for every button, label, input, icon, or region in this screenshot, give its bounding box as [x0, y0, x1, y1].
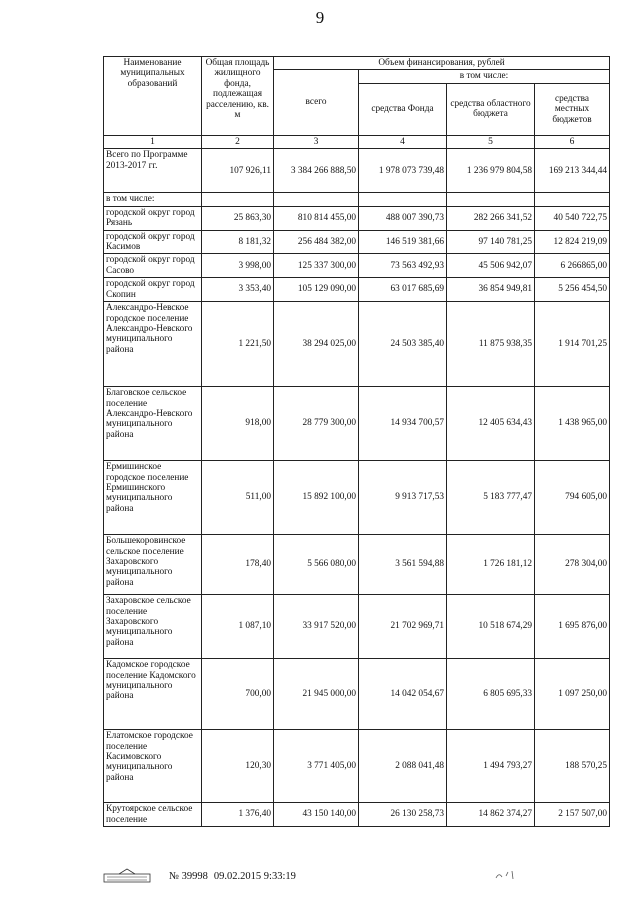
cell-local: 188 570,25: [535, 730, 610, 803]
cell-area: 178,40: [202, 535, 274, 595]
table-row: [104, 206, 610, 230]
cell-regional: 1 726 181,12: [447, 535, 535, 595]
cell-regional: 1 236 979 804,58: [447, 149, 535, 193]
cell-local: 169 213 344,44: [535, 149, 610, 193]
doc-timestamp: 09.02.2015 9:33:19: [213, 870, 296, 882]
cell-fund: 73 563 492,93: [359, 254, 447, 278]
cell-regional: 45 506 942,07: [447, 254, 535, 278]
table-row: [104, 302, 610, 387]
column-number: 4: [359, 135, 447, 149]
table-row: [104, 535, 610, 595]
cell-local: [535, 193, 610, 206]
municipality-name: Елатомское городское поселение Касимовского муниципального района: [104, 730, 202, 803]
cell-regional: 12 405 634,43: [447, 387, 535, 461]
cell-regional: 6 805 695,33: [447, 659, 535, 730]
cell-fund: 14 934 700,57: [359, 387, 447, 461]
table-row: [104, 595, 610, 659]
footer: [103, 869, 296, 883]
municipality-name: Крутоярское сельское поселение: [104, 803, 202, 827]
cell-local: 1 695 876,00: [535, 595, 610, 659]
column-number: 1: [104, 135, 202, 149]
cell-area: 8 181,32: [202, 230, 274, 254]
cell-local: 1 097 250,00: [535, 659, 610, 730]
header-total: всего: [274, 70, 359, 135]
cell-area: [202, 193, 274, 206]
cell-area: 1 376,40: [202, 803, 274, 827]
page-number: 9: [315, 8, 325, 27]
cell-fund: 63 017 685,69: [359, 278, 447, 302]
table-body: [104, 149, 610, 826]
municipality-name: Захаровское сельское поселение Захаровского муниципального района: [104, 595, 202, 659]
cell-fund: [359, 193, 447, 206]
municipality-name: Ермишинское городское поселение Ермишинского муниципального района: [104, 461, 202, 535]
header-regional: средства областного бюджета: [447, 83, 535, 135]
cell-fund: 1 978 073 739,48: [359, 149, 447, 193]
header-financing: Объем финансирования, рублей: [274, 57, 610, 70]
cell-area: 700,00: [202, 659, 274, 730]
cell-regional: 11 875 938,35: [447, 302, 535, 387]
cell-local: 6 266865,00: [535, 254, 610, 278]
cell-fund: 3 561 594,88: [359, 535, 447, 595]
cell-area: 3 998,00: [202, 254, 274, 278]
municipality-name: в том числе:: [104, 193, 202, 206]
cell-area: 918,00: [202, 387, 274, 461]
cell-regional: [447, 193, 535, 206]
cell-fund: 2 088 041,48: [359, 730, 447, 803]
cell-total: 21 945 000,00: [274, 659, 359, 730]
column-number: 3: [274, 135, 359, 149]
table-row: [104, 149, 610, 193]
header-local: средства местных бюджетов: [535, 83, 610, 135]
cell-total: 28 779 300,00: [274, 387, 359, 461]
cell-total: 43 150 140,00: [274, 803, 359, 827]
cell-regional: 1 494 793,27: [447, 730, 535, 803]
municipality-name: городской округ город Рязань: [104, 206, 202, 230]
municipality-name: городской округ город Касимов: [104, 230, 202, 254]
cell-local: 1 914 701,25: [535, 302, 610, 387]
cell-total: 33 917 520,00: [274, 595, 359, 659]
cell-fund: 488 007 390,73: [359, 206, 447, 230]
cell-area: 120,30: [202, 730, 274, 803]
cell-fund: 21 702 969,71: [359, 595, 447, 659]
cell-local: 794 605,00: [535, 461, 610, 535]
cell-fund: 24 503 385,40: [359, 302, 447, 387]
table-row: [104, 230, 610, 254]
table-row: [104, 254, 610, 278]
cell-total: 38 294 025,00: [274, 302, 359, 387]
table-row: [104, 278, 610, 302]
registry-logo-icon: [103, 868, 151, 884]
cell-regional: 14 862 374,27: [447, 803, 535, 827]
cell-total: 256 484 382,00: [274, 230, 359, 254]
cell-local: 40 540 722,75: [535, 206, 610, 230]
header-name: Наименование муниципальных образований: [104, 57, 202, 136]
cell-fund: 14 042 054,67: [359, 659, 447, 730]
table-row: [104, 387, 610, 461]
header-area: Общая площадь жилищного фонда, подлежащая расселению, кв. м: [202, 57, 274, 136]
table-row: [104, 659, 610, 730]
table-row: [104, 461, 610, 535]
column-number: 5: [447, 135, 535, 149]
cell-regional: 5 183 777,47: [447, 461, 535, 535]
cell-regional: 36 854 949,81: [447, 278, 535, 302]
cell-fund: 146 519 381,66: [359, 230, 447, 254]
municipality-name: Благовское сельское поселение Александро-Невского муниципального района: [104, 387, 202, 461]
cell-total: 105 129 090,00: [274, 278, 359, 302]
cell-local: 278 304,00: [535, 535, 610, 595]
municipality-name: Большекоровинское сельское поселение Захаровского муниципального района: [104, 535, 202, 595]
header-fund: средства Фонда: [359, 83, 447, 135]
cell-area: 1 221,50: [202, 302, 274, 387]
table-row: [104, 730, 610, 803]
handwritten-mark-icon: [494, 866, 522, 882]
municipality-name: Александро-Невское городское поселение Александро-Невского муниципального района: [104, 302, 202, 387]
column-number: 2: [202, 135, 274, 149]
cell-local: 12 824 219,09: [535, 230, 610, 254]
doc-number: № 39998: [169, 870, 208, 882]
cell-regional: 282 266 341,52: [447, 206, 535, 230]
column-number: 6: [535, 135, 610, 149]
cell-total: [274, 193, 359, 206]
municipality-name: городской округ город Сасово: [104, 254, 202, 278]
financing-table: [103, 56, 610, 827]
municipality-name: Кадомское городское поселение Кадомского муниципального района: [104, 659, 202, 730]
table-row: [104, 193, 610, 206]
cell-local: 1 438 965,00: [535, 387, 610, 461]
cell-fund: 26 130 258,73: [359, 803, 447, 827]
cell-regional: 97 140 781,25: [447, 230, 535, 254]
cell-area: 3 353,40: [202, 278, 274, 302]
municipality-name: Всего по Программе 2013-2017 гг.: [104, 149, 202, 193]
cell-area: 25 863,30: [202, 206, 274, 230]
cell-total: 15 892 100,00: [274, 461, 359, 535]
cell-total: 125 337 300,00: [274, 254, 359, 278]
cell-fund: 9 913 717,53: [359, 461, 447, 535]
cell-regional: 10 518 674,29: [447, 595, 535, 659]
cell-area: 511,00: [202, 461, 274, 535]
cell-area: 1 087,10: [202, 595, 274, 659]
cell-local: 2 157 507,00: [535, 803, 610, 827]
cell-total: 810 814 455,00: [274, 206, 359, 230]
column-numbers-row: [104, 135, 610, 149]
cell-total: 3 384 266 888,50: [274, 149, 359, 193]
cell-local: 5 256 454,50: [535, 278, 610, 302]
cell-total: 3 771 405,00: [274, 730, 359, 803]
municipality-name: городской округ город Скопин: [104, 278, 202, 302]
table-row: [104, 803, 610, 827]
cell-area: 107 926,11: [202, 149, 274, 193]
header-including: в том числе:: [359, 70, 610, 83]
cell-total: 5 566 080,00: [274, 535, 359, 595]
